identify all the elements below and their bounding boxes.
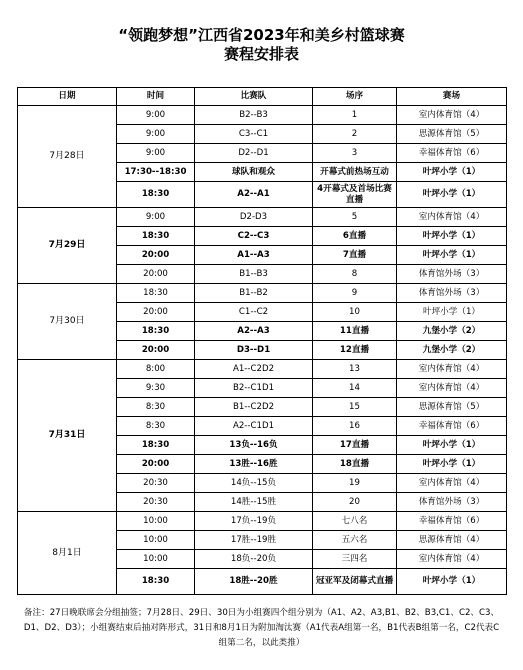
venue-cell: 室内体育馆（4） [397,106,507,125]
venue-cell: 体育馆外场（3） [397,493,507,512]
venue-cell: 体育馆外场（3） [397,284,507,303]
schedule-body [18,106,507,595]
teams-cell: B1--B3 [195,265,313,284]
teams-cell: B2--B3 [195,106,313,125]
footnote: 备注：27日晚联席会分组抽签；7月28日、29日、30日为小组赛四个组分别为（A1、A2、A3,B1、B2、B3,C1、C2、C3、D1、D2、D3）；小组赛结束后抽对阵形式，31日和8月1日为附加淘汰赛（A1代表A组第一名，B1代表B组第一名，C2代表C组第二名，以此类推） [23,608,500,648]
venue-cell: 思源体育馆（5） [397,125,507,144]
order-cell: 20 [313,493,397,512]
teams-cell: C1--C2 [195,303,313,322]
venue-cell: 室内体育馆（4） [397,550,507,569]
teams-cell: B1--C2D2 [195,398,313,417]
time-cell: 9:30 [117,379,195,398]
time-cell: 20:00 [117,455,195,474]
order-cell: 11直播 [313,322,397,341]
venue-cell: 幸福体育馆（6） [397,144,507,163]
teams-cell: 14负--15负 [195,474,313,493]
venue-cell: 幸福体育馆（6） [397,512,507,531]
time-cell: 10:00 [117,550,195,569]
table-row [18,512,507,531]
teams-cell: A2--C1D1 [195,417,313,436]
order-cell: 19 [313,474,397,493]
venue-cell: 九堡小学（2） [397,322,507,341]
order-cell: 五六名 [313,531,397,550]
time-cell: 9:00 [117,106,195,125]
order-cell: 18直播 [313,455,397,474]
teams-cell: A2--A3 [195,322,313,341]
venue-cell: 九堡小学（2） [397,341,507,360]
time-cell: 8:30 [117,398,195,417]
column-header-teams: 比赛队 [195,88,313,106]
venue-cell: 叶坪小学（1） [397,569,507,595]
table-row [18,360,507,379]
time-cell: 9:00 [117,208,195,227]
venue-cell: 室内体育馆（4） [397,208,507,227]
column-header-time: 时间 [117,88,195,106]
schedule-table [17,87,507,595]
teams-cell: A2--A1 [195,182,313,208]
teams-cell: 13胜--16胜 [195,455,313,474]
page-title: “领跑梦想”江西省2023年和美乡村篮球赛 [118,26,405,44]
date-cell: 8月1日 [18,512,117,595]
time-cell: 18:30 [117,436,195,455]
teams-cell: 13负--16负 [195,436,313,455]
order-cell: 9 [313,284,397,303]
column-header-venue: 赛场 [397,88,507,106]
venue-cell: 叶坪小学（1） [397,303,507,322]
time-cell: 9:00 [117,125,195,144]
time-cell: 20:00 [117,265,195,284]
time-cell: 10:00 [117,512,195,531]
teams-cell: D2-D3 [195,208,313,227]
time-cell: 18:30 [117,182,195,208]
order-cell: 8 [313,265,397,284]
venue-cell: 室内体育馆（4） [397,360,507,379]
time-cell: 10:00 [117,531,195,550]
venue-cell: 体育馆外场（3） [397,265,507,284]
time-cell: 8:30 [117,417,195,436]
order-cell: 15 [313,398,397,417]
time-cell: 18:30 [117,284,195,303]
order-cell: 7直播 [313,246,397,265]
order-cell: 3 [313,144,397,163]
teams-cell: D3--D1 [195,341,313,360]
order-cell: 4开幕式及首场比赛直播 [313,182,397,208]
teams-cell: 14胜--15胜 [195,493,313,512]
venue-cell: 叶坪小学（1） [397,436,507,455]
date-cell: 7月31日 [18,360,117,512]
column-header-order: 场序 [313,88,397,106]
page-subtitle: 赛程安排表 [223,45,299,63]
time-cell: 18:30 [117,322,195,341]
order-cell: 17直播 [313,436,397,455]
table-row [18,106,507,125]
order-cell: 10 [313,303,397,322]
date-cell: 7月30日 [18,284,117,360]
venue-cell: 室内体育馆（4） [397,379,507,398]
order-cell: 开幕式前热场互动 [313,163,397,182]
teams-cell: D2--D1 [195,144,313,163]
teams-cell: 17负--19负 [195,512,313,531]
time-cell: 9:00 [117,144,195,163]
time-cell: 18:30 [117,227,195,246]
teams-cell: C3--C1 [195,125,313,144]
venue-cell: 叶坪小学（1） [397,227,507,246]
time-cell: 20:00 [117,246,195,265]
order-cell: 12直播 [313,341,397,360]
order-cell: 1 [313,106,397,125]
teams-cell: A1--C2D2 [195,360,313,379]
order-cell: 冠亚军及闭幕式直播 [313,569,397,595]
time-cell: 18:30 [117,569,195,595]
order-cell: 5 [313,208,397,227]
order-cell: 14 [313,379,397,398]
time-cell: 20:00 [117,303,195,322]
teams-cell: 17胜--19胜 [195,531,313,550]
table-header-row [18,88,507,106]
teams-cell: 18胜--20胜 [195,569,313,595]
teams-cell: C2--C3 [195,227,313,246]
order-cell: 13 [313,360,397,379]
venue-cell: 幸福体育馆（6） [397,417,507,436]
time-cell: 8:00 [117,360,195,379]
venue-cell: 思源体育馆（4） [397,531,507,550]
time-cell: 17:30--18:30 [117,163,195,182]
order-cell: 16 [313,417,397,436]
date-cell: 7月29日 [18,208,117,284]
table-row [18,284,507,303]
venue-cell: 叶坪小学（1） [397,455,507,474]
venue-cell: 思源体育馆（5） [397,398,507,417]
teams-cell: B1--B2 [195,284,313,303]
venue-cell: 室内体育馆（4） [397,474,507,493]
teams-cell: A1--A3 [195,246,313,265]
teams-cell: B2--C1D1 [195,379,313,398]
venue-cell: 叶坪小学（1） [397,246,507,265]
order-cell: 6直播 [313,227,397,246]
time-cell: 20:30 [117,493,195,512]
order-cell: 三四名 [313,550,397,569]
order-cell: 七八名 [313,512,397,531]
time-cell: 20:00 [117,341,195,360]
time-cell: 20:30 [117,474,195,493]
column-header-date: 日期 [18,88,117,106]
date-cell: 7月28日 [18,106,117,208]
table-row [18,208,507,227]
venue-cell: 叶坪小学（1） [397,163,507,182]
teams-cell: 18负--20负 [195,550,313,569]
venue-cell: 叶坪小学（1） [397,182,507,208]
order-cell: 2 [313,125,397,144]
teams-cell: 球队和观众 [195,163,313,182]
